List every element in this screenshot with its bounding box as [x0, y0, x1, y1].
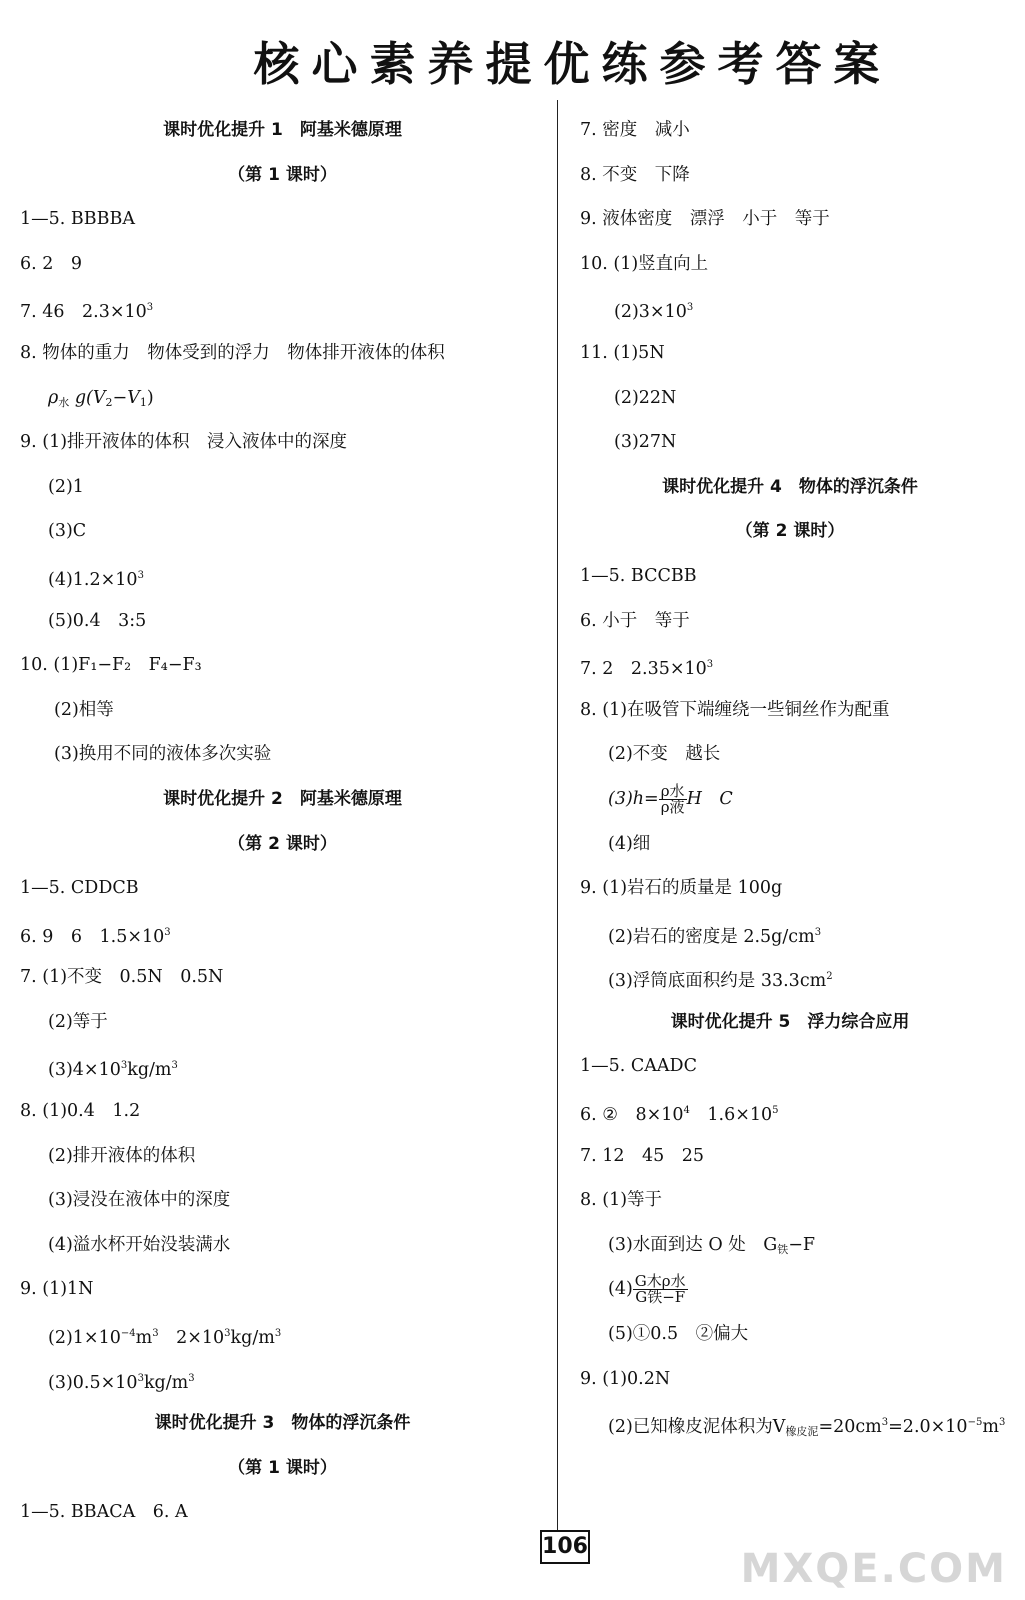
answer-line: (2)1: [48, 476, 84, 497]
answer-line: $(3)4\times 10^3kg/m^3$: [48, 1060, 178, 1081]
answer-line: (2)已知橡皮泥体积为$V_{橡皮泥}=20cm^3=2.0\times 10^{-5}m^3$: [608, 1417, 1006, 1439]
answer-line: (2)等于: [48, 1011, 108, 1032]
section-heading: 课时优化提升 1 阿基米德原理: [163, 120, 402, 140]
answer-line: 9. 液体密度 漂浮 小于 等于: [580, 209, 830, 230]
answer-line: (2)相等: [54, 699, 114, 720]
formula-line: (4) $\frac{\text{G木ρ水}}{\text{G铁−F}}$: [608, 1272, 686, 1307]
answer-line: 8. (1)在吸管下端缠绕一些铜丝作为配重: [580, 699, 890, 720]
section-heading: 课时优化提升 4 物体的浮沉条件: [662, 476, 918, 497]
section-subheading: （第 2 课时）: [735, 521, 845, 542]
answer-line: (2)排开液体的体积: [48, 1145, 196, 1166]
answer-line: 7. (1)不变 0.5N 0.5N: [20, 967, 224, 988]
section-heading: 课时优化提升 2 阿基米德原理: [163, 788, 402, 809]
formula-line: (3)h= $\frac{\text{ρ水}}{\text{ρ液}}$ H C: [608, 781, 733, 816]
answer-line: (3)水面到达 O 处 $G_铁-F$: [608, 1234, 816, 1256]
answer-line: 6. 2 9: [20, 253, 83, 274]
answer-line: 1—5. BBBBA: [20, 209, 135, 230]
answer-line: 8. 不变 下降: [580, 164, 690, 185]
page-number: 106: [540, 1530, 590, 1564]
watermark: MXQE.COM: [740, 1546, 1007, 1592]
answer-line: 7. 46 $2.3\times 10^3$: [20, 302, 154, 323]
column-divider: [557, 100, 558, 1530]
answer-line: 10. (1)F₁−F₂ F₄−F₃: [20, 655, 202, 676]
answer-line: 11. (1)5N: [580, 342, 665, 363]
answer-line: 10. (1)竖直向上: [580, 253, 709, 274]
answer-line: $(2)3\times 10^3$: [614, 302, 694, 323]
answer-line: (3)浮筒底面积约是 $33.3cm^2$: [608, 971, 833, 992]
right-column: [580, 108, 1006, 1446]
answer-line: (2)岩石的密度是 $2.5g/cm^3$: [608, 926, 822, 947]
answer-line: 8. (1)0.4 1.2: [20, 1101, 141, 1122]
answer-line: $(3)0.5\times 10^3kg/m^3$: [48, 1372, 195, 1393]
answer-line: (2)不变 越长: [608, 744, 721, 765]
answer-line: 7. 12 45 25: [580, 1145, 705, 1166]
answer-line: 7. 2 $2.35\times 10^3$: [580, 659, 714, 680]
fraction: $\frac{\text{ρ水}}{\text{ρ液}}$: [660, 781, 685, 816]
section-heading: 课时优化提升 5 浮力综合应用: [670, 1011, 910, 1032]
answer-line: (4)溢水杯开始没装满水: [48, 1234, 231, 1255]
section-subheading: （第 2 课时）: [228, 833, 337, 854]
answer-line: 9. (1)排开液体的体积 浸入液体中的深度: [20, 432, 348, 453]
answer-line: (4)细: [608, 833, 651, 854]
answer-line: (5)0.4 3:5: [48, 610, 147, 631]
answer-line: (3)C: [48, 521, 87, 542]
answer-line: 9. (1)岩石的质量是 100g: [580, 878, 783, 899]
answer-line: (3)浸没在液体中的深度: [48, 1190, 231, 1211]
answer-line: 6. 9 6 $1.5\times 10^3$: [20, 926, 171, 947]
answer-line: 1—5. CAADC: [580, 1056, 697, 1077]
answer-line: 1—5. BCCBB: [580, 565, 697, 586]
section-subheading: （第 1 课时）: [228, 164, 337, 185]
answer-line: 6. ② $8\times 10^4$ $1.6\times 10^5$: [580, 1105, 779, 1126]
answer-line: (5)①0.5 ②偏大: [608, 1324, 749, 1345]
answer-line: 7. 密度 减小: [580, 120, 690, 140]
formula-line: $\rho_水$ $g(V_2-V_1)$: [48, 387, 154, 409]
answer-line: 1—5. CDDCB: [20, 878, 139, 899]
answer-line: $(2)1\times 10^{-4}m^3$ $2\times 10^3kg/m^3$: [48, 1328, 282, 1349]
answer-line: (2)22N: [614, 387, 677, 408]
answer-line: $(4)1.2\times 10^3$: [48, 569, 144, 590]
left-column: [20, 108, 545, 1535]
fraction: $\frac{\text{G木ρ水}}{\text{G铁−F}}$: [634, 1272, 686, 1307]
answer-line: (3)换用不同的液体多次实验: [54, 744, 272, 765]
answer-line: 1—5. BBACA 6. A: [20, 1502, 188, 1523]
page-title: 核心素养提优练参考答案: [253, 37, 892, 91]
answer-line: 6. 小于 等于: [580, 610, 690, 631]
answer-line: (3)27N: [614, 432, 677, 453]
answer-line: 8. 物体的重力 物体受到的浮力 物体排开液体的体积: [20, 342, 445, 363]
answer-line: 9. (1)1N: [20, 1279, 94, 1300]
section-subheading: （第 1 课时）: [228, 1457, 337, 1478]
section-heading: 课时优化提升 3 物体的浮沉条件: [154, 1413, 411, 1434]
answer-line: 9. (1)0.2N: [580, 1368, 671, 1389]
answer-line: 8. (1)等于: [580, 1190, 663, 1211]
